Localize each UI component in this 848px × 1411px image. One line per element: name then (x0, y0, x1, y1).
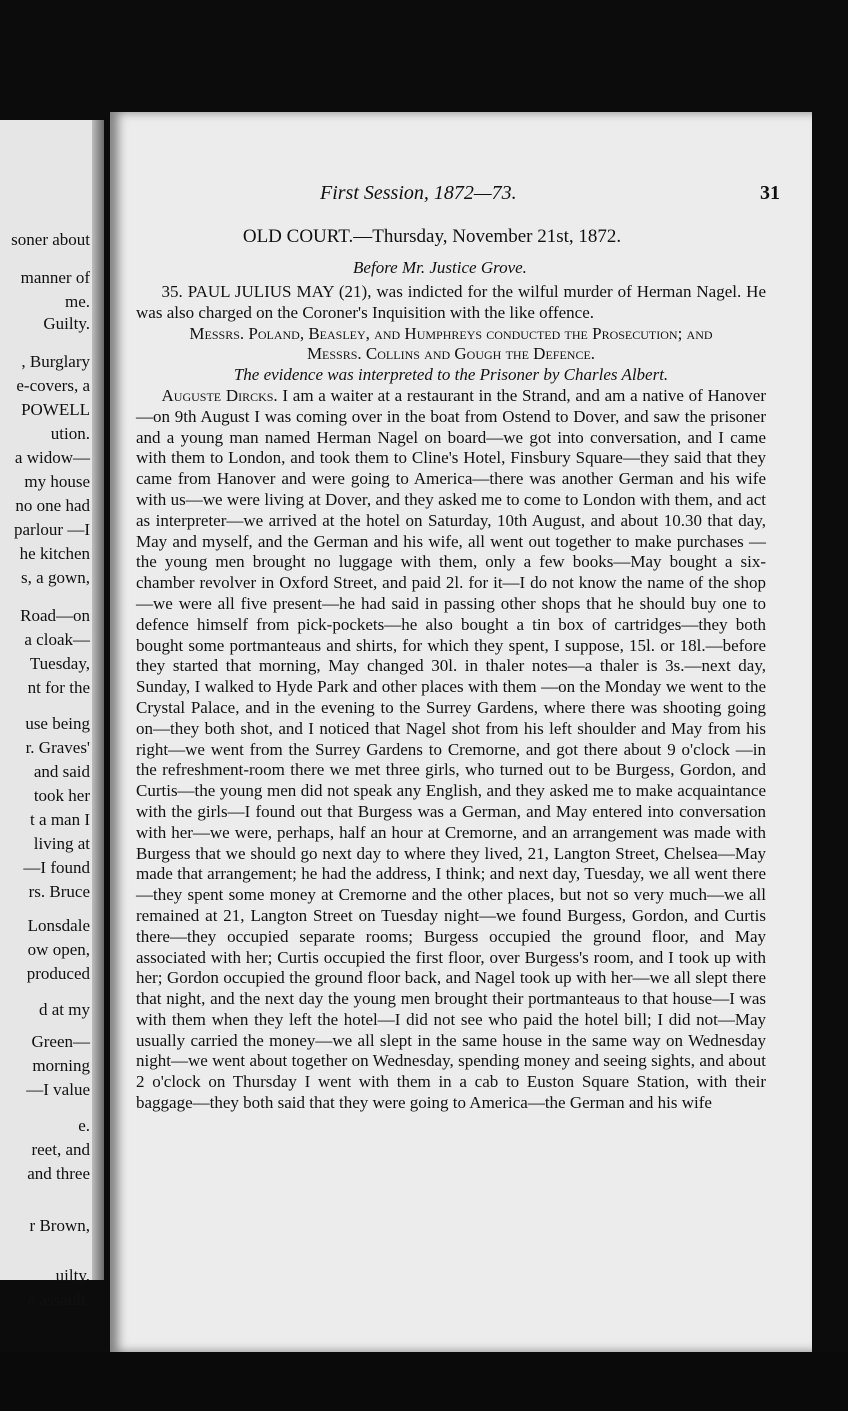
left-page-line: s, a gown, (21, 568, 90, 587)
indictment-paragraph: 35. PAUL JULIUS MAY (21), was indicted for the wilful murder of Herman Nagel. He was also charged on the Coroner's Inquisition with the like offence. (136, 282, 766, 322)
left-page-line: soner about (11, 230, 90, 249)
left-page-line: nt for the (27, 678, 90, 697)
counsel-line-1: Messrs. Poland, Beasley, and Humphreys conducted the Prosecution; and (189, 323, 713, 343)
scan-bottom-border (0, 1352, 848, 1411)
session-title: First Session, 1872—73. (320, 182, 517, 204)
witness-name: Auguste Dircks. (161, 385, 278, 405)
court-heading: OLD COURT.—Thursday, November 21st, 1872. (242, 226, 622, 247)
left-page-line: me. (64, 292, 90, 311)
left-page-line: no one had (15, 496, 90, 515)
left-page-line: —I value (26, 1080, 90, 1099)
left-page-line: and three (27, 1164, 90, 1183)
left-page-line: manner of (20, 268, 90, 287)
left-page-line: a widow— (14, 448, 90, 467)
page-number: 31 (760, 182, 780, 204)
left-page-line: reet, and (31, 1140, 90, 1159)
left-page-line: took her (33, 786, 90, 805)
left-page-line: Green— (31, 1032, 90, 1051)
left-page-line: morning (32, 1056, 90, 1075)
testimony-text: I am a waiter at a restaurant in the Strand, and am a native of Hanover—on 9th August I was coming over in the boat from Ostend to Dover, and saw the prisoner and a young man named Herman Nagel on board—we got into conversation, and I came with them to London, and took them to Cline's Hotel, Finsbury Square—they said that they came from Hanover and were going to America—there was another German and his wife with us—we were living at Dover, and they asked me to come to London with them, and act as interpreter—we arrived at the hotel on Saturday, 10th August, and about 10.30 that day, May and myself, and the German and his wife, all went out together to make purchases —the young men brought no luggage with them, only a few books—May bought a six-chamber revolver in Oxford Street, and paid 2l. for it—I do not know the name of the shop—we were all five present—he had said in passing other shops that he should buy one to defence himself from pick-pockets—he also bought a tin box of cartridges—they both bought some portmanteaus and shirts, for which they spent, I suppose, 15l. or 18l.—before they started that morning, May changed 30l. in thaler notes—a thaler is 3s.—next day, Sunday, I walked to Hyde Park and other places with them —on the Monday we went to the Crystal Palace, and in the evening to the Surrey Gardens, where there was shooting going on—they both shot, and I noticed that Nagel shot from his left shoulder and May from his right—we went from the Surrey Gardens to Cremorne, and got there about 9 o'clock —in the refreshment-room there we met three girls, who turned out to be Burgess, Gordon, and Curtis—the young men did not speak any English, and they asked me to make acquaintance with the girls—I found out that Burgess was a German, and May entered into conversation with her—we were, perhaps, half an hour at Cremorne, and an arrangement was made with Burgess that we should go next day to where they lived, 21, Langton Street, Chelsea—May made that arrangement; he had the address, I think; and next day, Tuesday, we all went there—they spent some money at Cremorne and the other places, but not so very much—we all remained at 21, Langton Street on Tuesday night—we found Burgess, Gordon, and Curtis there—they occupied separate rooms; Burgess occupied the ground floor, and May associated with her; Curtis occupied the first floor, over Burgess's room, and I took up with her; Gordon occupied the ground floor back, and Nagel took up with her—we all slept there that night, and the next day the young men brought their portmanteaus to that house—I was with them when they left the hotel—I did not see who paid the hotel bill; I did not—May usually carried the money—we all slept in the same house in the same way on Wednesday night—we went about together on Wednesday, spending money and seeing sights, and about 2 o'clock on Thursday I went with them in a cab to Euston Square Station, with their baggage—they both said that they were going to America—the German and his wife (136, 385, 767, 1113)
left-page-line: d at my (39, 1000, 90, 1019)
left-page-line: ution. (50, 424, 90, 443)
left-page-line: use being (25, 714, 90, 733)
page-header (320, 182, 780, 205)
interpreter-line: The evidence was interpreted to the Prisoner by Charles Albert. (233, 365, 669, 385)
left-page-line: Lonsdale (27, 916, 90, 935)
main-page (110, 112, 812, 1352)
left-page-line: produced (26, 964, 90, 983)
left-page-line: and said (33, 762, 90, 781)
left-page-line: t a man I (30, 810, 90, 829)
judge-line: Before Mr. Justice Grove. (353, 258, 527, 277)
left-page-line: my house (24, 472, 90, 491)
left-page-line: e-covers, a (16, 376, 90, 395)
left-page-line: r Brown, (29, 1216, 90, 1235)
left-page-line: uilty. (55, 1266, 90, 1285)
left-page-line: e. (78, 1116, 90, 1135)
left-page-line: a cloak— (24, 630, 90, 649)
left-page-line: POWELL (21, 400, 90, 419)
left-page-line: he kitchen (19, 544, 90, 563)
left-facing-page (0, 120, 104, 1309)
left-page-line: Road—on (20, 606, 90, 625)
left-page-line: Tuesday, (29, 654, 90, 673)
left-page-line: ow open, (27, 940, 90, 959)
left-page-line: a assault. (27, 1290, 90, 1309)
left-page-line: , Burglary (21, 352, 90, 371)
testimony-paragraph (136, 386, 766, 1114)
left-page-line: —I found (23, 858, 90, 877)
counsel-line-2: Messrs. Collins and Gough the Defence. (306, 344, 596, 364)
case-body (136, 282, 766, 1114)
left-page-line: Guilty. (43, 314, 90, 333)
left-page-line: living at (33, 834, 90, 853)
left-page-line: rs. Bruce (28, 882, 90, 901)
left-page-line: parlour —I (13, 520, 90, 539)
page-gutter (92, 120, 104, 1280)
left-page-line: r. Graves' (25, 738, 90, 757)
